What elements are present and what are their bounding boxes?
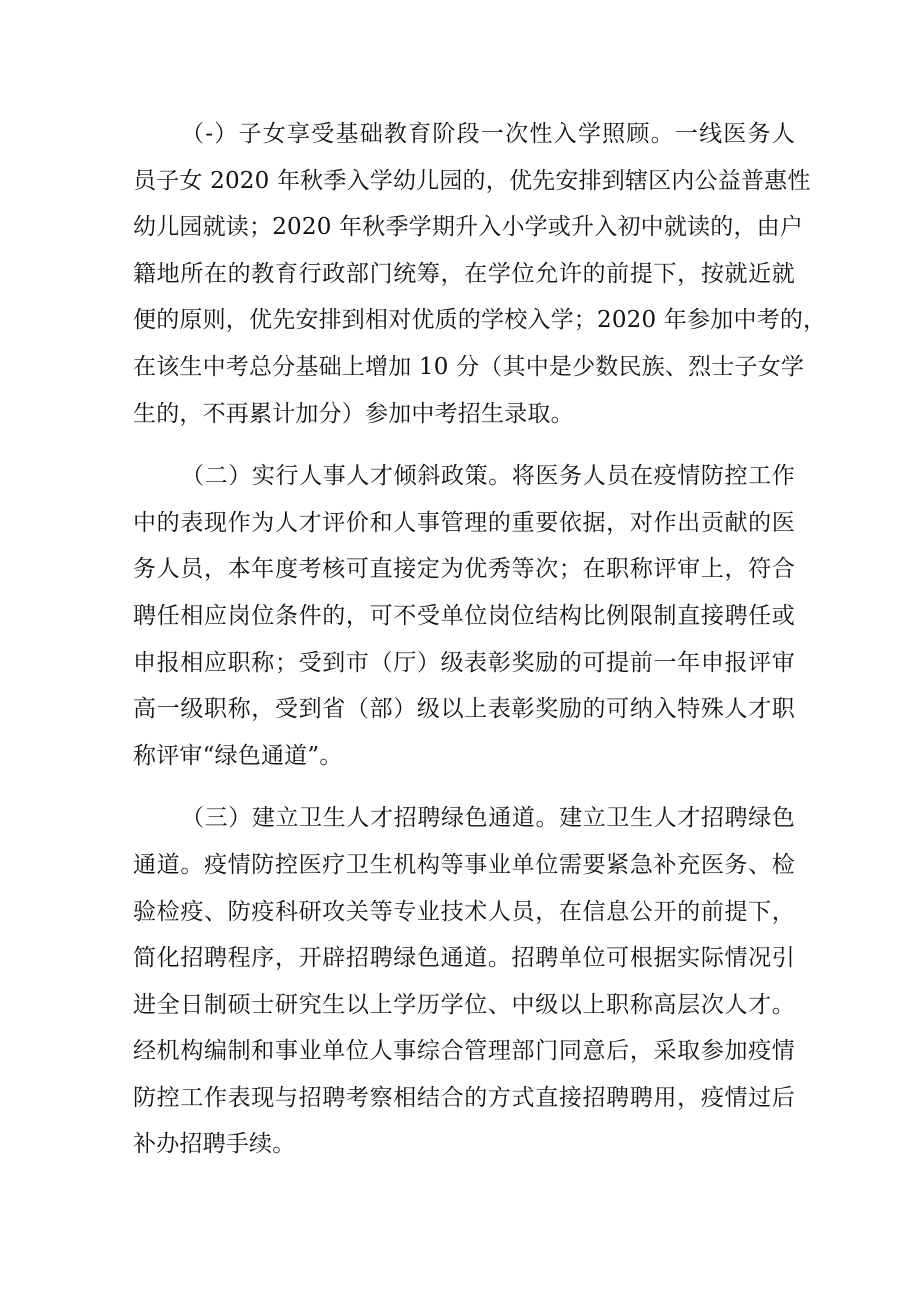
text-line: 幼儿园就读；2020 年秋季学期升入小学或升入初中就读的，由户 bbox=[133, 214, 804, 241]
text-line: 生的，不再累计加分）参加中考招生录取。 bbox=[133, 400, 574, 427]
text-line: 高一级职称，受到省（部）级以上表彰奖励的可纳入特殊人才职 bbox=[133, 696, 795, 723]
text-line: 中的表现作为人才评价和人事管理的重要依据，对作出贡献的医 bbox=[133, 509, 795, 536]
text-line: （二）实行人事人才倾斜政策。将医务人员在疫情防控工作 bbox=[181, 463, 795, 490]
text-line: 防控工作表现与招聘考察相结合的方式直接招聘聘用，疫情过后 bbox=[133, 1084, 795, 1111]
text-line: 进全日制硕士研究生以上学历学位、中级以上职称高层次人才。 bbox=[133, 991, 795, 1018]
text-line: 务人员，本年度考核可直接定为优秀等次；在职称评审上，符合 bbox=[133, 556, 795, 583]
text-line: 申报相应职称；受到市（厅）级表彰奖励的可提前一年申报评审 bbox=[133, 649, 795, 676]
text-line: 补办招聘手续。 bbox=[133, 1131, 296, 1158]
text-line: 聘任相应岗位条件的，可不受单位岗位结构比例限制直接聘任或 bbox=[133, 602, 795, 629]
text-line: 称评审“绿色通道”。 bbox=[133, 742, 343, 769]
paragraph-3 bbox=[133, 795, 795, 1168]
document-body bbox=[133, 111, 827, 1184]
paragraph-2 bbox=[133, 453, 795, 779]
text-line: 便的原则，优先安排到相对优质的学校入学；2020 年参加中考的， bbox=[133, 307, 827, 334]
text-line: 经机构编制和事业单位人事综合管理部门同意后，采取参加疫情 bbox=[133, 1038, 795, 1065]
text-line: 籍地所在的教育行政部门统筹，在学位允许的前提下，按就近就 bbox=[133, 260, 795, 287]
text-line: 通道。疫情防控医疗卫生机构等事业单位需要紧急补充医务、检 bbox=[133, 851, 795, 878]
text-line: （三）建立卫生人才招聘绿色通道。建立卫生人才招聘绿色 bbox=[181, 805, 795, 832]
text-line: 简化招聘程序，开辟招聘绿色通道。招聘单位可根据实际情况引 bbox=[133, 945, 795, 972]
text-line: 验检疫、防疫科研攻关等专业技术人员，在信息公开的前提下， bbox=[133, 898, 795, 925]
text-line: 在该生中考总分基础上增加 10 分（其中是少数民族、烈士子女学 bbox=[133, 353, 805, 380]
text-line: （-）子女享受基础教育阶段一次性入学照顾。一线医务人 bbox=[181, 121, 795, 147]
text-line: 员子女 2020 年秋季入学幼儿园的，优先安排到辖区内公益普惠性 bbox=[133, 167, 811, 194]
paragraph-1 bbox=[133, 111, 827, 437]
